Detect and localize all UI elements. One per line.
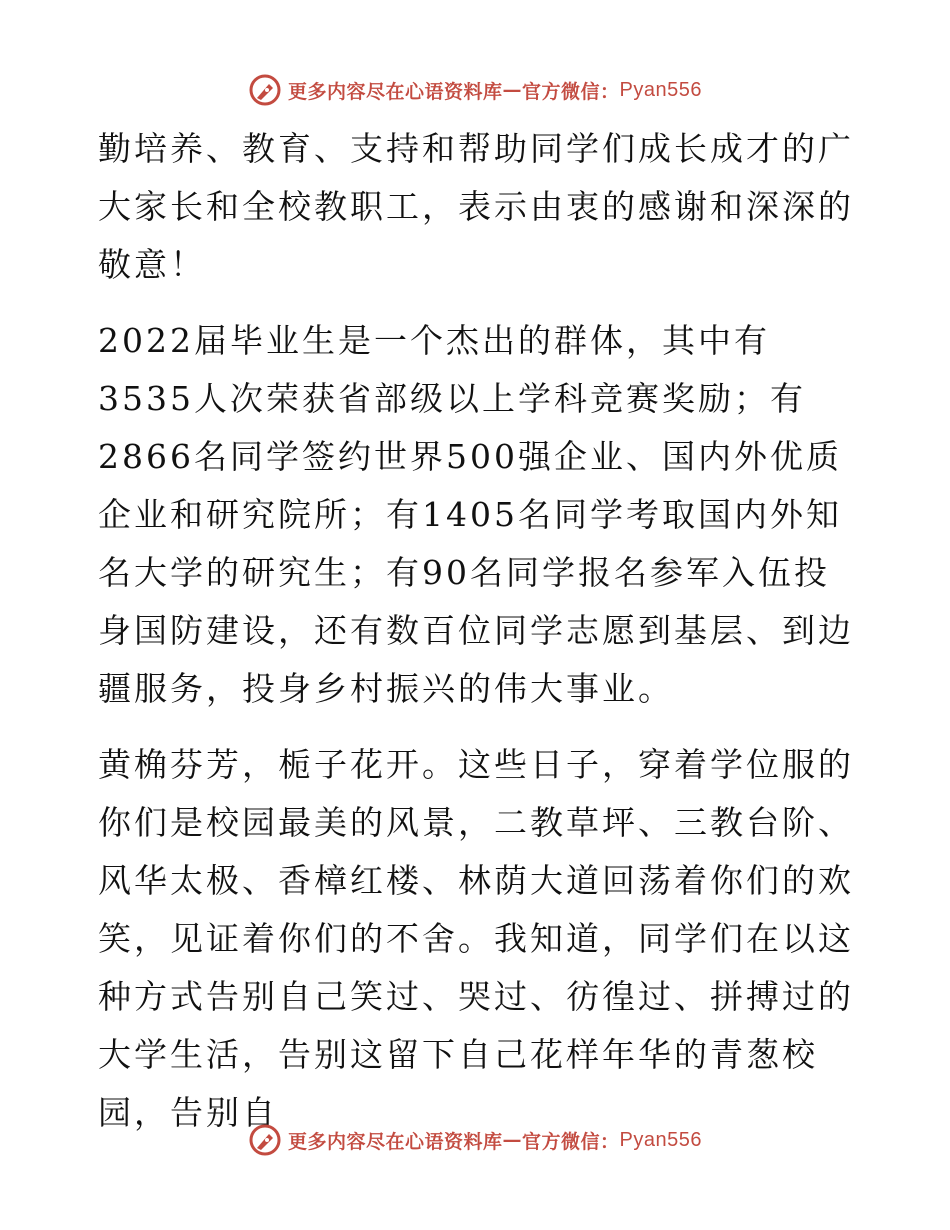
watermark-main-text: 更多内容尽在心语资料库 (288, 1130, 503, 1153)
paragraph: 2022届毕业生是一个杰出的群体，其中有3535人次荣获省部级以上学科竞赛奖励；有2866名同学签约世界500强企业、国内外优质企业和研究院所；有1405名同学考取国内外知名大学的研究生；有90名同学报名参军入伍投身国防建设，还有数百位同学志愿到基层、到边疆服务，投身乡村振兴的伟大事业。 (98, 321, 854, 708)
pen-nib-circle-icon (248, 1123, 282, 1157)
header-watermark (0, 70, 950, 110)
watermark-dash: — (502, 79, 523, 101)
watermark-wechat-id: Pyan556 (619, 78, 702, 101)
watermark-main-text: 更多内容尽在心语资料库 (288, 80, 503, 103)
footer-watermark (0, 1120, 950, 1160)
document-body (98, 120, 858, 1160)
watermark-label: 官方微信： (522, 1130, 620, 1153)
pen-nib-circle-icon (248, 73, 282, 107)
paragraph: 勤培养、教育、支持和帮助同学们成长成才的广大家长和全校教职工，表示由衷的感谢和深深的敬意！ (98, 129, 854, 284)
watermark-label: 官方微信： (522, 80, 620, 103)
watermark-wechat-id: Pyan556 (619, 1128, 702, 1151)
watermark-dash: — (502, 1129, 523, 1151)
paragraph: 黄桷芬芳，栀子花开。这些日子，穿着学位服的你们是校园最美的风景，二教草坪、三教台阶、风华太极、香樟红楼、林荫大道回荡着你们的欢笑，见证着你们的不舍。我知道，同学们在以这种方式告别自己笑过、哭过、彷徨过、拼搏过的大学生活，告别这留下自己花样年华的青葱校园，告别自 (98, 745, 854, 1132)
